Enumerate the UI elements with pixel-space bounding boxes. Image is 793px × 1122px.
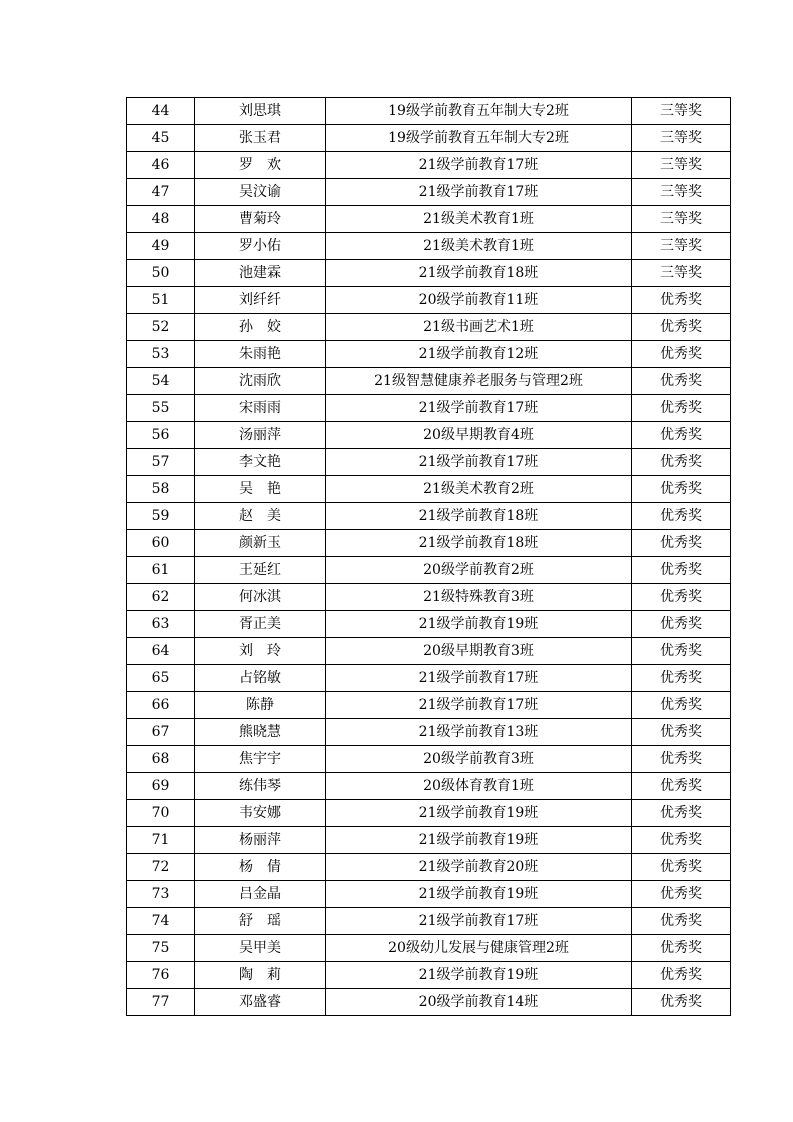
student-name-cell: 熊晓慧	[195, 719, 326, 746]
table-row	[127, 125, 731, 152]
row-number-cell: 74	[127, 908, 195, 935]
award-level-cell: 优秀奖	[632, 989, 731, 1016]
table-row	[127, 854, 731, 881]
row-number-cell: 65	[127, 665, 195, 692]
table-row	[127, 773, 731, 800]
award-level-cell: 优秀奖	[632, 665, 731, 692]
award-level-cell: 优秀奖	[632, 800, 731, 827]
student-name-cell: 邓盛睿	[195, 989, 326, 1016]
award-level-cell: 优秀奖	[632, 314, 731, 341]
class-name-cell: 21级学前教育20班	[326, 854, 632, 881]
student-name-cell: 胥正美	[195, 611, 326, 638]
table-row	[127, 206, 731, 233]
class-name-cell: 21级学前教育19班	[326, 800, 632, 827]
class-name-cell: 21级学前教育17班	[326, 665, 632, 692]
table-row	[127, 584, 731, 611]
row-number-cell: 72	[127, 854, 195, 881]
student-name-cell: 张玉君	[195, 125, 326, 152]
table-row	[127, 314, 731, 341]
student-name-cell: 罗 欢	[195, 152, 326, 179]
class-name-cell: 20级体育教育1班	[326, 773, 632, 800]
class-name-cell: 20级早期教育3班	[326, 638, 632, 665]
award-level-cell: 优秀奖	[632, 530, 731, 557]
class-name-cell: 21级特殊教育3班	[326, 584, 632, 611]
award-level-cell: 优秀奖	[632, 962, 731, 989]
class-name-cell: 19级学前教育五年制大专2班	[326, 98, 632, 125]
class-name-cell: 21级智慧健康养老服务与管理2班	[326, 368, 632, 395]
row-number-cell: 56	[127, 422, 195, 449]
award-level-cell: 优秀奖	[632, 611, 731, 638]
table-row	[127, 881, 731, 908]
row-number-cell: 75	[127, 935, 195, 962]
student-name-cell: 沈雨欣	[195, 368, 326, 395]
student-name-cell: 曹菊玲	[195, 206, 326, 233]
row-number-cell: 77	[127, 989, 195, 1016]
award-list-table	[126, 97, 731, 1016]
row-number-cell: 61	[127, 557, 195, 584]
table-row	[127, 800, 731, 827]
student-name-cell: 韦安娜	[195, 800, 326, 827]
table-row	[127, 746, 731, 773]
row-number-cell: 66	[127, 692, 195, 719]
award-level-cell: 优秀奖	[632, 638, 731, 665]
table-row	[127, 557, 731, 584]
student-name-cell: 王延红	[195, 557, 326, 584]
award-level-cell: 优秀奖	[632, 557, 731, 584]
award-level-cell: 三等奖	[632, 152, 731, 179]
row-number-cell: 46	[127, 152, 195, 179]
class-name-cell: 21级学前教育17班	[326, 908, 632, 935]
class-name-cell: 21级学前教育12班	[326, 341, 632, 368]
table-row	[127, 719, 731, 746]
student-name-cell: 练伟琴	[195, 773, 326, 800]
row-number-cell: 53	[127, 341, 195, 368]
student-name-cell: 汤丽萍	[195, 422, 326, 449]
award-level-cell: 优秀奖	[632, 395, 731, 422]
class-name-cell: 20级学前教育14班	[326, 989, 632, 1016]
row-number-cell: 62	[127, 584, 195, 611]
table-row	[127, 476, 731, 503]
class-name-cell: 21级学前教育19班	[326, 881, 632, 908]
student-name-cell: 陶 莉	[195, 962, 326, 989]
student-name-cell: 何冰淇	[195, 584, 326, 611]
student-name-cell: 吴甲美	[195, 935, 326, 962]
table-row	[127, 368, 731, 395]
student-name-cell: 吴 艳	[195, 476, 326, 503]
award-level-cell: 优秀奖	[632, 908, 731, 935]
table-row	[127, 233, 731, 260]
row-number-cell: 54	[127, 368, 195, 395]
row-number-cell: 51	[127, 287, 195, 314]
row-number-cell: 60	[127, 530, 195, 557]
student-name-cell: 杨丽萍	[195, 827, 326, 854]
row-number-cell: 47	[127, 179, 195, 206]
class-name-cell: 20级早期教育4班	[326, 422, 632, 449]
class-name-cell: 21级学前教育19班	[326, 611, 632, 638]
award-level-cell: 三等奖	[632, 179, 731, 206]
class-name-cell: 19级学前教育五年制大专2班	[326, 125, 632, 152]
table-row	[127, 395, 731, 422]
award-level-cell: 优秀奖	[632, 881, 731, 908]
award-level-cell: 优秀奖	[632, 422, 731, 449]
award-level-cell: 优秀奖	[632, 719, 731, 746]
student-name-cell: 占铭敏	[195, 665, 326, 692]
student-name-cell: 罗小佑	[195, 233, 326, 260]
class-name-cell: 21级美术教育1班	[326, 206, 632, 233]
award-level-cell: 三等奖	[632, 233, 731, 260]
class-name-cell: 21级学前教育17班	[326, 152, 632, 179]
row-number-cell: 50	[127, 260, 195, 287]
class-name-cell: 21级学前教育17班	[326, 692, 632, 719]
table-row	[127, 503, 731, 530]
row-number-cell: 70	[127, 800, 195, 827]
class-name-cell: 21级学前教育18班	[326, 503, 632, 530]
award-level-cell: 优秀奖	[632, 854, 731, 881]
award-level-cell: 优秀奖	[632, 341, 731, 368]
row-number-cell: 73	[127, 881, 195, 908]
table-row	[127, 827, 731, 854]
student-name-cell: 刘思琪	[195, 98, 326, 125]
award-level-cell: 优秀奖	[632, 935, 731, 962]
student-name-cell: 颜新玉	[195, 530, 326, 557]
award-level-cell: 优秀奖	[632, 746, 731, 773]
table-row	[127, 287, 731, 314]
student-name-cell: 刘 玲	[195, 638, 326, 665]
student-name-cell: 李文艳	[195, 449, 326, 476]
student-name-cell: 焦宇宇	[195, 746, 326, 773]
class-name-cell: 21级学前教育13班	[326, 719, 632, 746]
row-number-cell: 49	[127, 233, 195, 260]
row-number-cell: 68	[127, 746, 195, 773]
class-name-cell: 21级学前教育18班	[326, 260, 632, 287]
class-name-cell: 21级学前教育19班	[326, 962, 632, 989]
award-level-cell: 优秀奖	[632, 476, 731, 503]
row-number-cell: 57	[127, 449, 195, 476]
row-number-cell: 63	[127, 611, 195, 638]
class-name-cell: 20级学前教育11班	[326, 287, 632, 314]
award-level-cell: 优秀奖	[632, 584, 731, 611]
row-number-cell: 69	[127, 773, 195, 800]
award-level-cell: 优秀奖	[632, 692, 731, 719]
award-level-cell: 优秀奖	[632, 368, 731, 395]
table-row	[127, 98, 731, 125]
class-name-cell: 20级学前教育2班	[326, 557, 632, 584]
row-number-cell: 67	[127, 719, 195, 746]
student-name-cell: 吕金晶	[195, 881, 326, 908]
award-level-cell: 三等奖	[632, 98, 731, 125]
table-row	[127, 989, 731, 1016]
row-number-cell: 48	[127, 206, 195, 233]
award-level-cell: 优秀奖	[632, 827, 731, 854]
table-row	[127, 449, 731, 476]
class-name-cell: 21级学前教育17班	[326, 179, 632, 206]
class-name-cell: 21级美术教育2班	[326, 476, 632, 503]
class-name-cell: 21级书画艺术1班	[326, 314, 632, 341]
class-name-cell: 21级学前教育18班	[326, 530, 632, 557]
student-name-cell: 吴汶谕	[195, 179, 326, 206]
table-row	[127, 422, 731, 449]
class-name-cell: 21级学前教育19班	[326, 827, 632, 854]
student-name-cell: 陈静	[195, 692, 326, 719]
row-number-cell: 44	[127, 98, 195, 125]
class-name-cell: 21级学前教育17班	[326, 395, 632, 422]
table-row	[127, 611, 731, 638]
table-row	[127, 341, 731, 368]
row-number-cell: 45	[127, 125, 195, 152]
table-row	[127, 692, 731, 719]
award-level-cell: 优秀奖	[632, 503, 731, 530]
class-name-cell: 20级幼儿发展与健康管理2班	[326, 935, 632, 962]
award-level-cell: 三等奖	[632, 206, 731, 233]
table-row	[127, 908, 731, 935]
table-row	[127, 665, 731, 692]
student-name-cell: 赵 美	[195, 503, 326, 530]
row-number-cell: 76	[127, 962, 195, 989]
class-name-cell: 21级学前教育17班	[326, 449, 632, 476]
student-name-cell: 宋雨雨	[195, 395, 326, 422]
student-name-cell: 池建霖	[195, 260, 326, 287]
row-number-cell: 59	[127, 503, 195, 530]
award-table-body	[127, 98, 731, 1016]
award-level-cell: 三等奖	[632, 260, 731, 287]
table-row	[127, 935, 731, 962]
award-level-cell: 优秀奖	[632, 449, 731, 476]
row-number-cell: 64	[127, 638, 195, 665]
student-name-cell: 杨 倩	[195, 854, 326, 881]
row-number-cell: 71	[127, 827, 195, 854]
award-level-cell: 优秀奖	[632, 773, 731, 800]
row-number-cell: 52	[127, 314, 195, 341]
row-number-cell: 58	[127, 476, 195, 503]
student-name-cell: 刘纤纤	[195, 287, 326, 314]
table-row	[127, 260, 731, 287]
table-row	[127, 638, 731, 665]
class-name-cell: 20级学前教育3班	[326, 746, 632, 773]
class-name-cell: 21级美术教育1班	[326, 233, 632, 260]
student-name-cell: 朱雨艳	[195, 341, 326, 368]
student-name-cell: 舒 瑶	[195, 908, 326, 935]
table-row	[127, 179, 731, 206]
row-number-cell: 55	[127, 395, 195, 422]
student-name-cell: 孙 姣	[195, 314, 326, 341]
table-row	[127, 530, 731, 557]
table-row	[127, 152, 731, 179]
table-row	[127, 962, 731, 989]
award-level-cell: 三等奖	[632, 125, 731, 152]
award-level-cell: 优秀奖	[632, 287, 731, 314]
